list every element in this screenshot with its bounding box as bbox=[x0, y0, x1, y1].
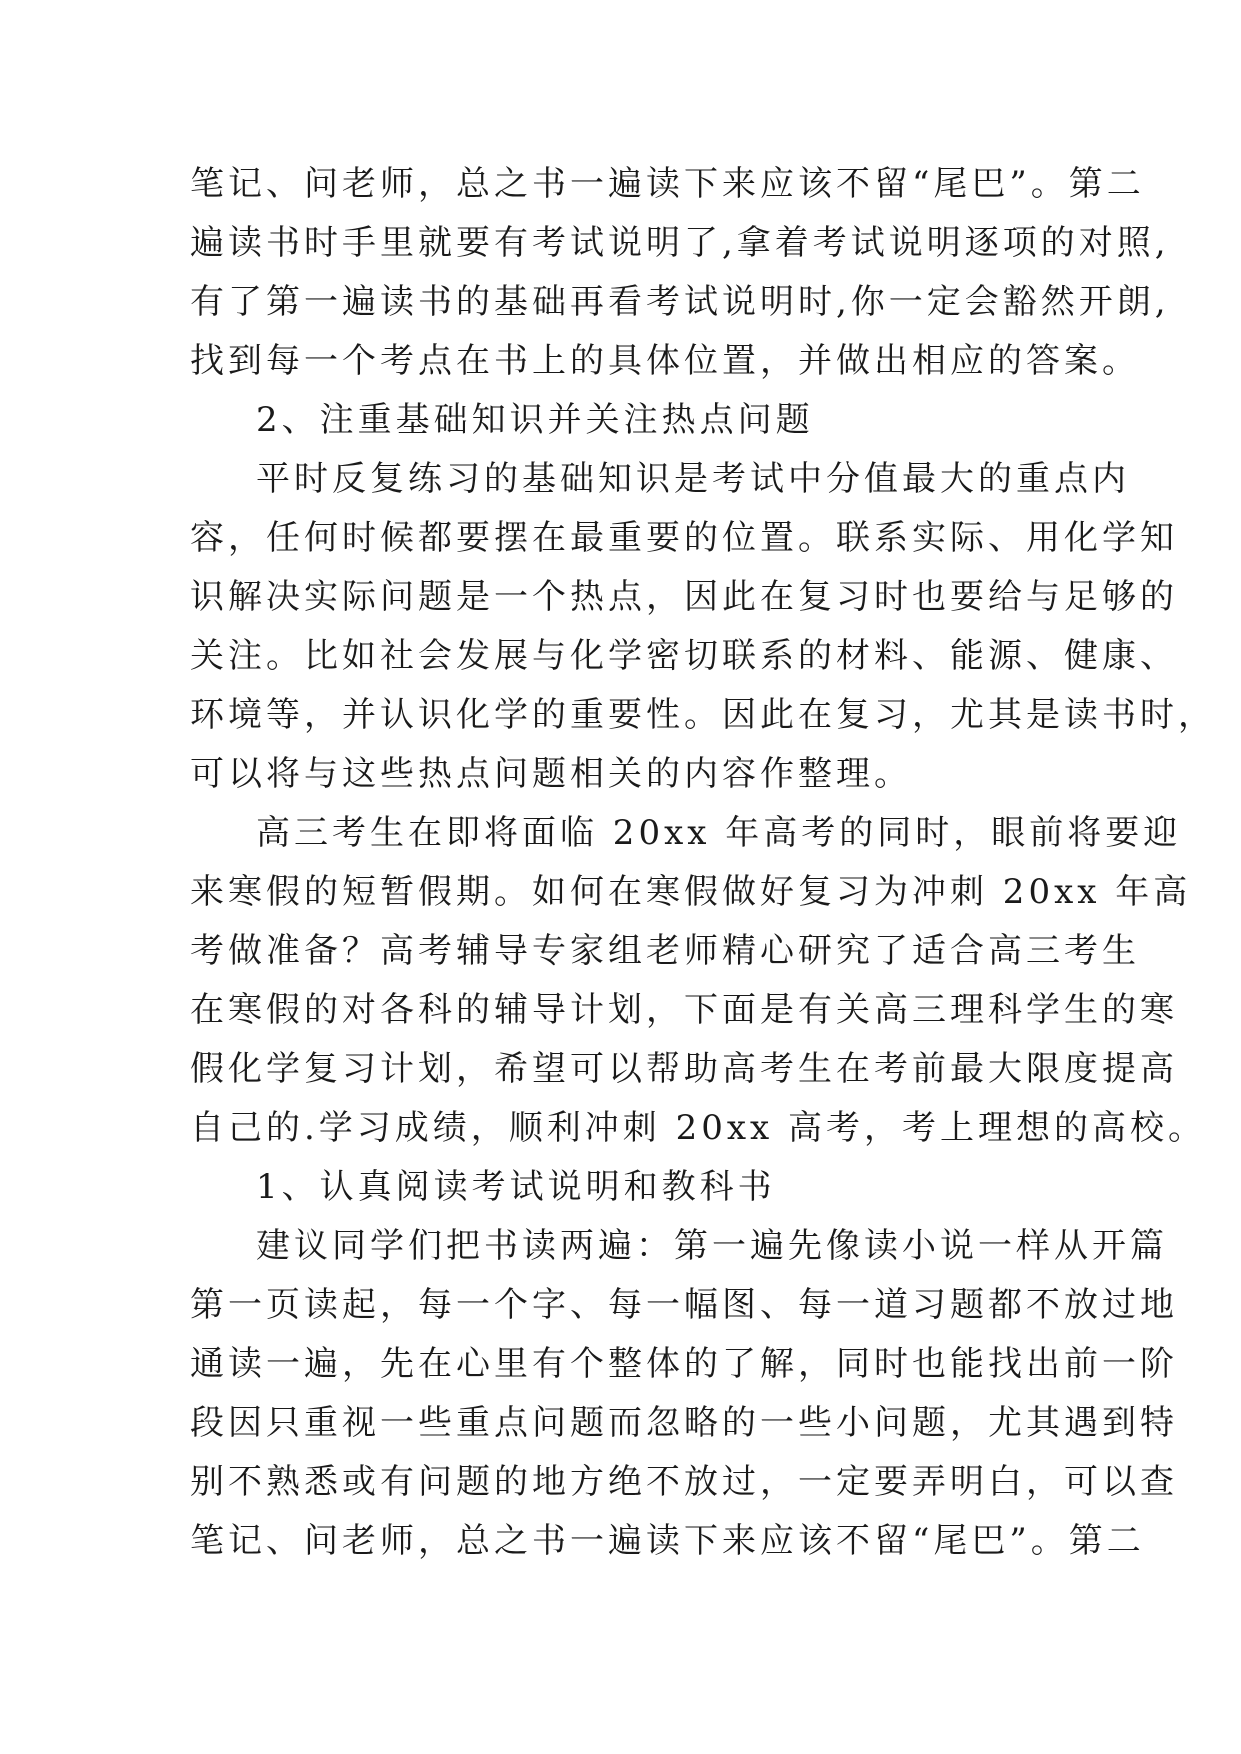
section-heading: 2、注重基础知识并关注热点问题 bbox=[256, 400, 814, 440]
text-line: 别不熟悉或有问题的地方绝不放过，一定要弄明白，可以查 bbox=[190, 1462, 1178, 1502]
text-line: 自己的.学习成绩，顺利冲刺 20xx 高考，考上理想的高校。 bbox=[190, 1108, 1207, 1148]
text-line: 在寒假的对各科的辅导计划，下面是有关高三理科学生的寒 bbox=[190, 990, 1178, 1030]
section-heading: 1、认真阅读考试说明和教科书 bbox=[256, 1167, 776, 1207]
text-line: 有了第一遍读书的基础再看考试说明时,你一定会豁然开朗, bbox=[190, 282, 1170, 322]
text-line: 第一页读起，每一个字、每一幅图、每一道习题都不放过地 bbox=[190, 1285, 1178, 1325]
text-line: 建议同学们把书读两遍：第一遍先像读小说一样从开篇 bbox=[256, 1226, 1168, 1266]
text-line: 环境等，并认识化学的重要性。因此在复习，尤其是读书时， bbox=[190, 695, 1216, 735]
text-line: 找到每一个考点在书上的具体位置，并做出相应的答案。 bbox=[190, 341, 1140, 381]
document-body bbox=[190, 155, 1216, 1571]
text-line: 识解决实际问题是一个热点，因此在复习时也要给与足够的 bbox=[190, 577, 1178, 617]
text-line: 考做准备？高考辅导专家组老师精心研究了适合高三考生 bbox=[190, 931, 1140, 971]
text-line: 可以将与这些热点问题相关的内容作整理。 bbox=[190, 754, 912, 794]
text-line: 笔记、问老师，总之书一遍读下来应该不留“尾巴”。第二 bbox=[190, 1521, 1145, 1561]
text-line: 通读一遍，先在心里有个整体的了解，同时也能找出前一阶 bbox=[190, 1344, 1178, 1384]
text-line: 段因只重视一些重点问题而忽略的一些小问题，尤其遇到特 bbox=[190, 1403, 1178, 1443]
text-line: 假化学复习计划，希望可以帮助高考生在考前最大限度提高 bbox=[190, 1049, 1178, 1089]
text-line: 关注。比如社会发展与化学密切联系的材料、能源、健康、 bbox=[190, 636, 1178, 676]
text-line: 高三考生在即将面临 20xx 年高考的同时，眼前将要迎 bbox=[256, 813, 1182, 853]
text-line: 容，任何时候都要摆在最重要的位置。联系实际、用化学知 bbox=[190, 518, 1178, 558]
text-line: 笔记、问老师，总之书一遍读下来应该不留“尾巴”。第二 bbox=[190, 164, 1145, 204]
text-line: 平时反复练习的基础知识是考试中分值最大的重点内 bbox=[256, 459, 1130, 499]
text-line: 来寒假的短暂假期。如何在寒假做好复习为冲刺 20xx 年高 bbox=[190, 872, 1192, 912]
text-line: 遍读书时手里就要有考试说明了,拿着考试说明逐项的对照, bbox=[190, 223, 1170, 263]
